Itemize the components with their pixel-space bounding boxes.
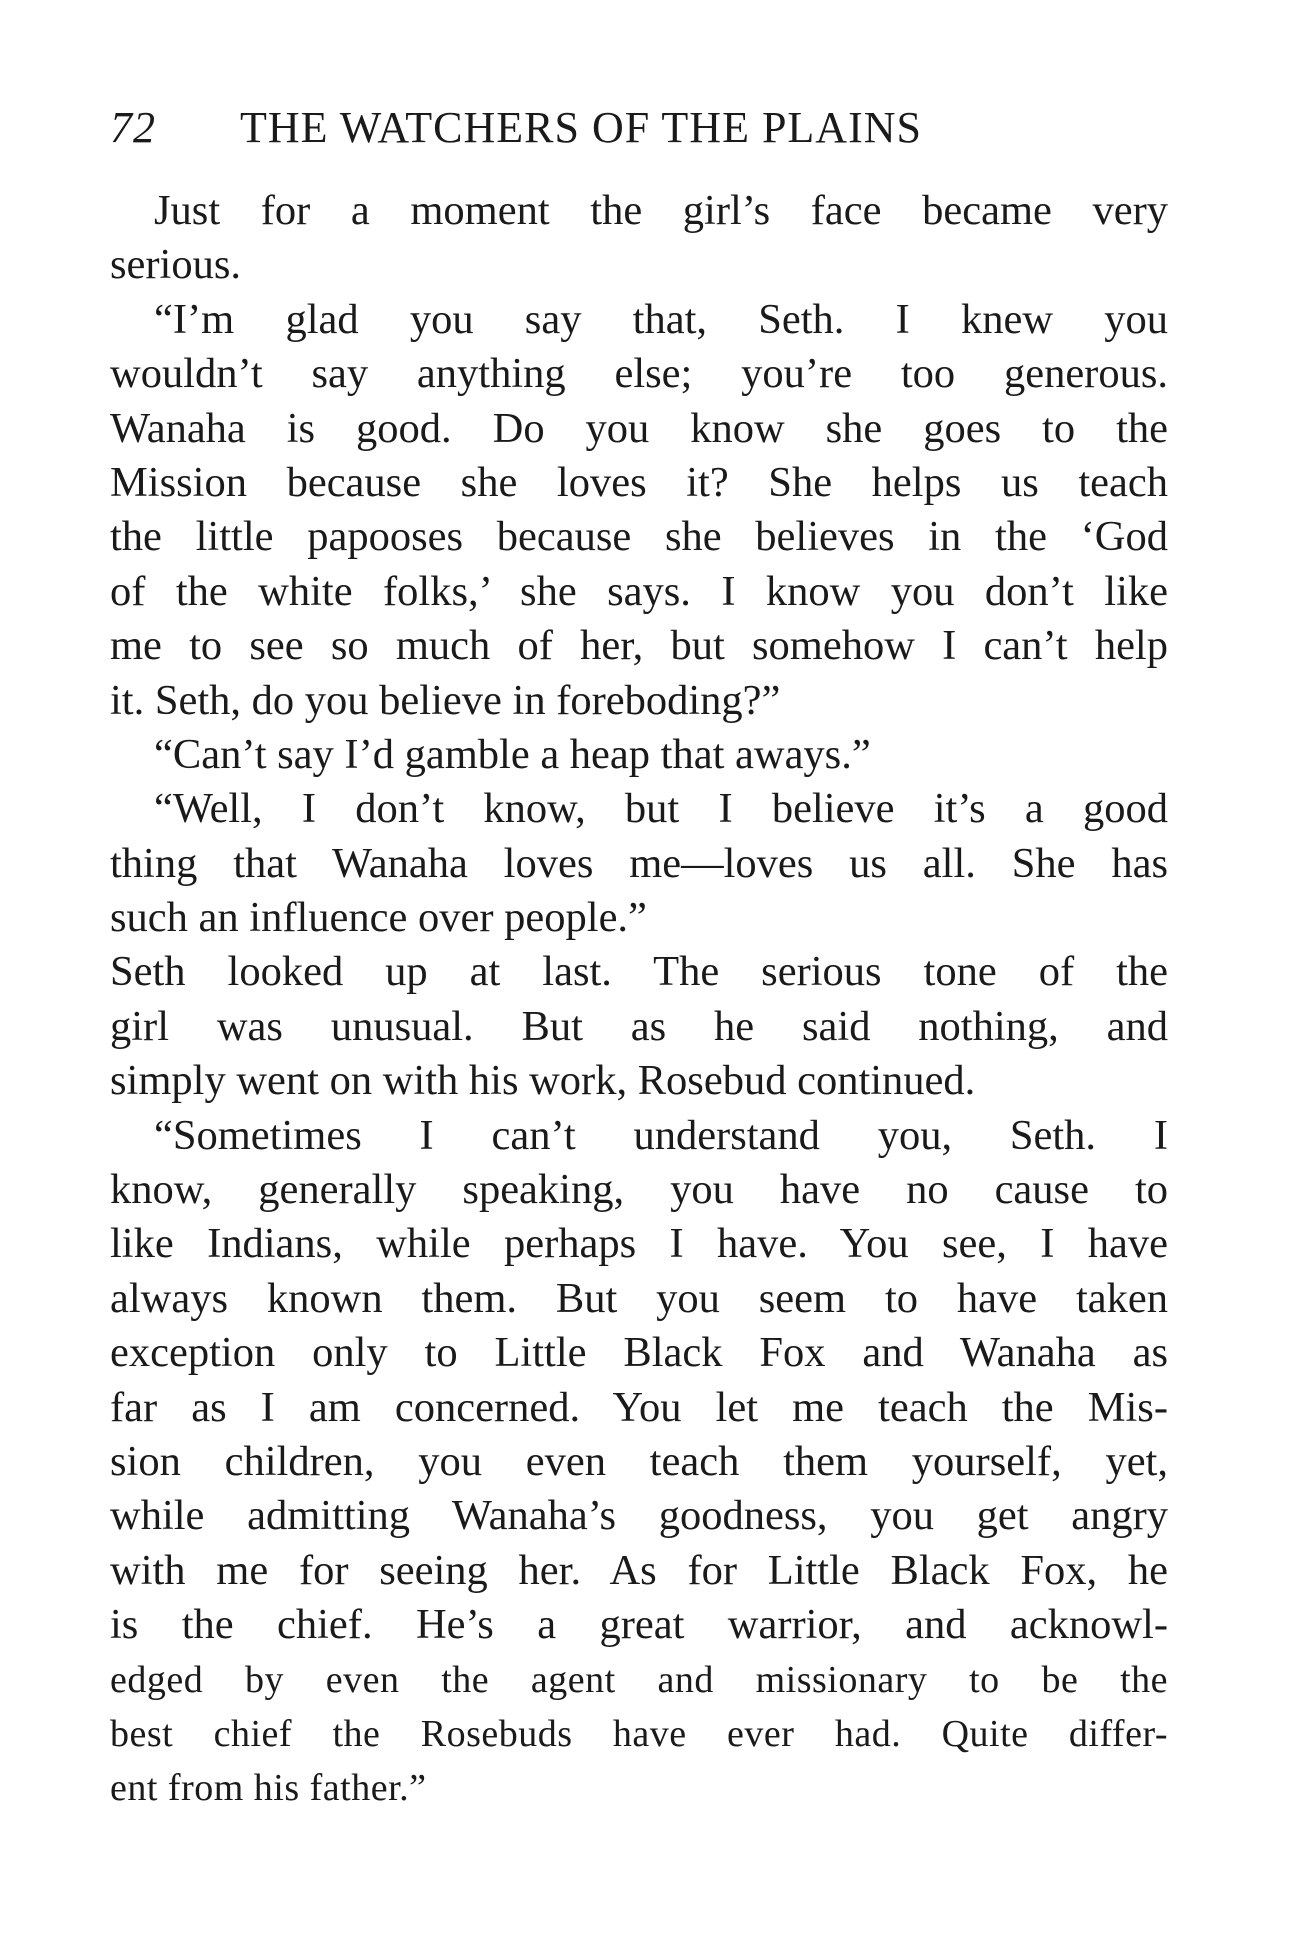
text-line: thing that Wanaha loves me—loves us all. She has	[110, 839, 1168, 887]
text-line: girl was unusual. But as he said nothing, and	[110, 1002, 1168, 1050]
text-line: Just for a moment the girl’s face became very	[154, 187, 1168, 234]
text-line: “I’m glad you say that, Seth. I knew you	[154, 295, 1168, 343]
text-line: Mission because she loves it? She helps us teach	[110, 458, 1168, 506]
text-line: like Indians, while perhaps I have. You see, I have	[110, 1220, 1168, 1268]
text-line: is the chief. He’s a great warrior, and acknowl-	[110, 1601, 1168, 1649]
text-line: such an influence over people.”	[110, 894, 647, 942]
body-text	[110, 184, 1168, 1816]
text-line: know, generally speaking, you have no cause to	[110, 1166, 1168, 1214]
text-line: Wanaha is good. Do you know she goes to the	[110, 404, 1168, 452]
text-line: far as I am concerned. You let me teach the Mis-	[110, 1383, 1168, 1431]
text-line: with me for seeing her. As for Little Black Fox, he	[110, 1546, 1168, 1594]
text-line: while admitting Wanaha’s goodness, you get angry	[110, 1492, 1168, 1540]
text-line: serious.	[110, 241, 242, 289]
text-line: simply went on with his work, Rosebud continued.	[110, 1057, 976, 1105]
text-line: “Well, I don’t know, but I believe it’s a good	[154, 785, 1168, 833]
page-number: 72	[110, 103, 156, 152]
text-line: the little papooses because she believes in the ‘God	[110, 513, 1168, 561]
page-header	[110, 98, 1170, 158]
text-line: ent from his father.”	[110, 1767, 427, 1810]
running-title: THE WATCHERS OF THE PLAINS	[240, 103, 922, 152]
text-line: “Can’t say I’d gamble a heap that aways.”	[154, 730, 871, 778]
text-line: exception only to Little Black Fox and Wanaha as	[110, 1329, 1168, 1377]
text-line: edged by even the agent and missionary to be the	[110, 1658, 1168, 1701]
text-line: me to see so much of her, but somehow I can’t help	[110, 622, 1168, 670]
text-line: always known them. But you seem to have taken	[110, 1274, 1168, 1322]
text-line: of the white folks,’ she says. I know you don’t like	[110, 567, 1168, 615]
text-line: “Sometimes I can’t understand you, Seth. I	[154, 1111, 1168, 1159]
text-line: wouldn’t say anything else; you’re too generous.	[110, 350, 1168, 398]
text-line: best chief the Rosebuds have ever had. Quite differ-	[110, 1712, 1168, 1755]
text-line: sion children, you even teach them yourself, yet,	[110, 1437, 1168, 1485]
text-line: Seth looked up at last. The serious tone of the	[110, 948, 1168, 996]
text-line: it. Seth, do you believe in foreboding?”	[110, 676, 781, 724]
